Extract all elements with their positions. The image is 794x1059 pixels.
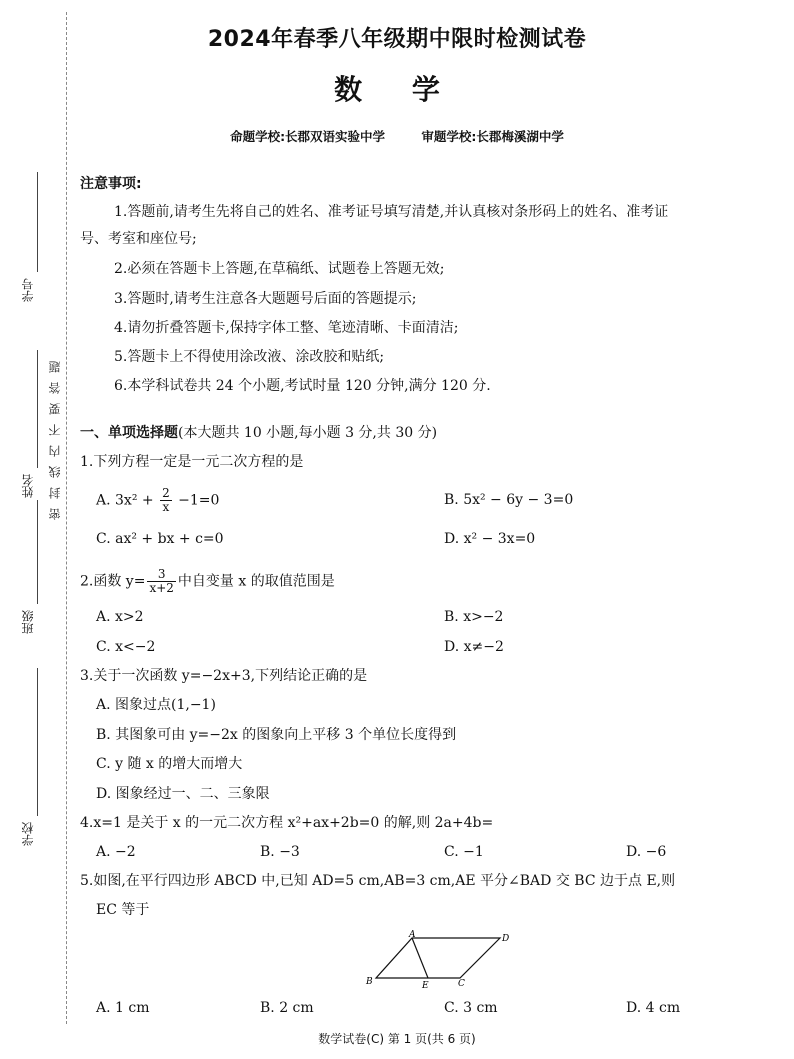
option-a: A. 1 cm	[96, 1000, 150, 1016]
question-stem-cont: EC 等于	[96, 902, 150, 918]
option-d: D. x² − 3x=0	[444, 531, 536, 547]
section-note: (本大题共 10 小题,每小题 3 分,共 30 分)	[178, 425, 438, 441]
option-d: D. 4 cm	[626, 1000, 681, 1016]
fraction	[160, 487, 172, 514]
seal-warning: 密封线内不要答题	[48, 352, 62, 520]
notice-item: 4.请勿折叠答题卡,保持字体工整、笔迹清晰、卡面清洁;	[114, 320, 459, 336]
section-title: 一、单项选择题	[80, 425, 178, 441]
question-stem: 5.如图,在平行四边形 ABCD 中,已知 AD=5 cm,AB=3 cm,AE 平分∠BAD 交 BC 边于点 E,则	[80, 873, 676, 889]
stem-text: 2.函数 y=	[80, 573, 146, 590]
label-a: A	[409, 930, 416, 940]
label-c: C	[458, 979, 465, 989]
option-a: A. x>2	[96, 609, 144, 625]
class-field[interactable]	[37, 500, 38, 604]
option-d: D. x≠−2	[444, 639, 504, 655]
fraction-numerator: 3	[147, 568, 175, 582]
question-stem: 1.下列方程一定是一元二次方程的是	[80, 454, 304, 470]
label-e: E	[422, 981, 429, 990]
notice-item: 1.答题前,请考生先将自己的姓名、准考证号填写清楚,并认真核对条形码上的姓名、准考证	[114, 204, 669, 220]
student-name-field[interactable]	[37, 350, 38, 468]
option-d: D. 图象经过一、二、三象限	[96, 786, 270, 802]
seal-line	[66, 12, 67, 1024]
fraction-numerator: 2	[162, 486, 170, 500]
option-a-text-end: −1=0	[173, 492, 220, 509]
option-c: C. −1	[444, 844, 484, 860]
label-b: B	[366, 977, 373, 987]
question-stem	[80, 568, 335, 595]
school-field[interactable]	[37, 668, 38, 816]
notice-item: 5.答题卡上不得使用涂改液、涂改胶和贴纸;	[114, 349, 385, 365]
label-d: D	[502, 934, 510, 944]
notice-item: 3.答题时,请考生注意各大题题号后面的答题提示;	[114, 291, 417, 307]
section-heading	[80, 423, 437, 443]
subject-title: 数 学	[334, 73, 460, 106]
option-c: C. x<−2	[96, 639, 156, 655]
option-a: A. 图象过点(1,−1)	[96, 697, 216, 713]
question-stem: 4.x=1 是关于 x 的一元二次方程 x²+ax+2b=0 的解,则 2a+4b=	[80, 815, 494, 831]
student-id-label: 学号	[21, 278, 35, 302]
stem-text-end: 中自变量 x 的取值范围是	[177, 573, 335, 590]
option-b: B. 2 cm	[260, 1000, 314, 1016]
notice-item: 6.本学科试卷共 24 个小题,考试时量 120 分钟,满分 120 分.	[114, 378, 491, 394]
option-a	[96, 487, 219, 514]
fraction-denominator: x	[162, 500, 170, 514]
option-a-text: A. 3x² +	[96, 492, 159, 509]
fraction	[147, 568, 175, 595]
option-b: B. 5x² − 6y − 3=0	[444, 492, 574, 508]
option-c: C. y 随 x 的增大而增大	[96, 756, 243, 772]
parallelogram-abcd	[376, 938, 500, 978]
option-b: B. −3	[260, 844, 300, 860]
school-label: 学校	[21, 822, 35, 846]
option-a: A. −2	[96, 844, 136, 860]
authors-line	[0, 127, 794, 145]
option-b: B. x>−2	[444, 609, 504, 625]
class-label: 班级	[21, 610, 35, 634]
setter-school: 命题学校:长郡双语实验中学	[230, 129, 386, 144]
option-d: D. −6	[626, 844, 667, 860]
option-b: B. 其图象可由 y=−2x 的图象向上平移 3 个单位长度得到	[96, 727, 457, 743]
student-name-label: 姓名	[21, 474, 35, 498]
page-footer: 数学试卷(C) 第 1 页(共 6 页)	[318, 1032, 476, 1046]
exam-title: 2024年春季八年级期中限时检测试卷	[207, 27, 587, 52]
fraction-denominator: x+2	[149, 581, 174, 595]
reviewer-school: 审题学校:长郡梅溪湖中学	[421, 129, 564, 144]
option-c: C. 3 cm	[444, 1000, 498, 1016]
question-stem: 3.关于一次函数 y=−2x+3,下列结论正确的是	[80, 668, 368, 684]
notice-item: 号、考室和座位号;	[80, 231, 197, 247]
parallelogram-figure	[360, 928, 520, 990]
notice-item: 2.必须在答题卡上答题,在草稿纸、试题卷上答题无效;	[114, 261, 445, 277]
student-id-field[interactable]	[37, 172, 38, 272]
segment-ae	[412, 938, 428, 978]
option-c: C. ax² + bx + c=0	[96, 531, 224, 547]
notice-heading: 注意事项:	[80, 176, 142, 192]
